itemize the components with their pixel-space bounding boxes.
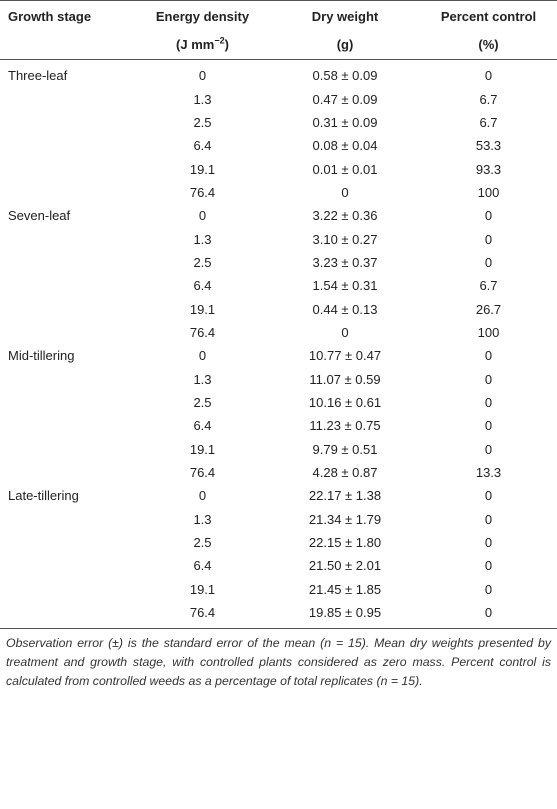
cell-energy-density: 19.1 xyxy=(189,581,216,597)
cell-percent-control: 0 xyxy=(484,488,493,504)
cell-percent-control: 0 xyxy=(484,208,493,224)
header-percent-control-unit: (%) xyxy=(420,29,557,60)
table-row xyxy=(0,344,557,367)
header-growth-stage: Growth stage xyxy=(0,1,135,30)
cell-percent-control: 93.3 xyxy=(475,161,502,177)
cell-percent-control: 0 xyxy=(484,254,493,270)
cell-dry-weight: 10.16 ± 0.61 xyxy=(308,394,382,410)
cell-dry-weight: 21.45 ± 1.85 xyxy=(308,581,382,597)
table-row xyxy=(0,297,557,320)
cell-energy-density: 0 xyxy=(198,488,207,504)
cell-energy-density: 6.4 xyxy=(193,278,212,294)
cell-percent-control: 26.7 xyxy=(475,301,502,317)
cell-percent-control: 53.3 xyxy=(475,138,502,154)
table-row xyxy=(0,414,557,437)
cell-growth-stage xyxy=(0,274,135,297)
cell-percent-control: 0 xyxy=(484,394,493,410)
cell-growth-stage xyxy=(0,531,135,554)
cell-growth-stage: Mid-tillering xyxy=(8,348,75,364)
cell-growth-stage xyxy=(0,414,135,437)
cell-percent-control: 0 xyxy=(484,231,493,247)
table-row xyxy=(0,181,557,204)
cell-energy-density: 2.5 xyxy=(193,394,212,410)
cell-percent-control: 13.3 xyxy=(475,465,502,481)
energy-unit-base: (J mm xyxy=(176,36,215,52)
cell-percent-control: 0 xyxy=(484,418,493,434)
cell-dry-weight: 11.23 ± 0.75 xyxy=(309,418,381,434)
cell-energy-density: 6.4 xyxy=(193,138,212,154)
header-energy-density: Energy density xyxy=(135,1,270,30)
cell-energy-density: 1.3 xyxy=(193,91,212,107)
cell-energy-density: 6.4 xyxy=(193,558,212,574)
table-row xyxy=(0,251,557,274)
cell-growth-stage xyxy=(0,391,135,414)
cell-dry-weight: 0 xyxy=(341,324,349,340)
table-row xyxy=(0,484,557,507)
cell-percent-control: 0 xyxy=(484,348,493,364)
table-row xyxy=(0,134,557,157)
table-row xyxy=(0,554,557,577)
header-dry-weight-unit: (g) xyxy=(270,29,420,60)
table-row xyxy=(0,87,557,110)
table-row xyxy=(0,204,557,227)
table-row xyxy=(0,531,557,554)
table-footnote: Observation error (±) is the standard error of the mean (n = 15). Mean dry weights presented by treatment and growth stage, with controlled plants considered as zero mass. Percent control is calculated from controlled weeds as a percentage of total replicates (n = 15). xyxy=(6,636,551,689)
cell-growth-stage xyxy=(0,111,135,134)
cell-growth-stage: Seven-leaf xyxy=(8,208,71,224)
header-dry-weight: Dry weight xyxy=(270,1,420,30)
cell-growth-stage: Three-leaf xyxy=(8,68,68,84)
cell-dry-weight: 21.50 ± 2.01 xyxy=(308,558,382,574)
cell-dry-weight: 3.10 ± 0.27 xyxy=(312,231,378,247)
cell-percent-control: 100 xyxy=(477,324,500,340)
cell-growth-stage xyxy=(0,227,135,250)
table-row xyxy=(0,578,557,601)
cell-energy-density: 0 xyxy=(198,348,207,364)
cell-growth-stage xyxy=(0,578,135,601)
cell-percent-control: 100 xyxy=(477,184,500,200)
cell-energy-density: 6.4 xyxy=(193,418,212,434)
cell-growth-stage xyxy=(0,508,135,531)
cell-dry-weight: 0.47 ± 0.09 xyxy=(312,91,378,107)
cell-growth-stage xyxy=(0,134,135,157)
cell-energy-density: 1.3 xyxy=(193,371,212,387)
cell-energy-density: 0 xyxy=(198,208,207,224)
cell-dry-weight: 0.08 ± 0.04 xyxy=(312,138,378,154)
cell-growth-stage xyxy=(0,181,135,204)
table-body xyxy=(0,60,557,629)
energy-unit-close: ) xyxy=(224,36,229,52)
cell-percent-control: 6.7 xyxy=(479,91,498,107)
cell-energy-density: 1.3 xyxy=(193,511,212,527)
cell-dry-weight: 4.28 ± 0.87 xyxy=(312,465,378,481)
header-energy-density-unit xyxy=(135,29,270,60)
cell-dry-weight: 0.58 ± 0.09 xyxy=(312,68,378,84)
cell-growth-stage xyxy=(0,554,135,577)
cell-energy-density: 76.4 xyxy=(189,465,216,481)
cell-percent-control: 0 xyxy=(484,511,493,527)
cell-energy-density: 2.5 xyxy=(193,535,212,551)
table-row xyxy=(0,367,557,390)
cell-dry-weight: 3.22 ± 0.36 xyxy=(312,208,378,224)
cell-energy-density: 2.5 xyxy=(193,114,212,130)
cell-percent-control: 0 xyxy=(484,68,493,84)
table-row xyxy=(0,111,557,134)
cell-growth-stage xyxy=(0,601,135,629)
cell-energy-density: 19.1 xyxy=(189,441,216,457)
cell-growth-stage xyxy=(0,251,135,274)
cell-percent-control: 0 xyxy=(420,601,557,629)
cell-percent-control: 0 xyxy=(484,535,493,551)
header-growth-stage-unit xyxy=(0,29,135,60)
table-row xyxy=(0,461,557,484)
cell-growth-stage: Late-tillering xyxy=(8,488,79,504)
cell-percent-control: 6.7 xyxy=(479,278,498,294)
table-row xyxy=(0,508,557,531)
cell-dry-weight: 10.77 ± 0.47 xyxy=(308,348,382,364)
table-row xyxy=(0,321,557,344)
cell-dry-weight: 22.15 ± 1.80 xyxy=(308,535,382,551)
cell-energy-density: 0 xyxy=(198,68,207,84)
table-row xyxy=(0,227,557,250)
table-row xyxy=(0,438,557,461)
energy-unit-exponent: −2 xyxy=(214,35,225,46)
cell-dry-weight: 22.17 ± 1.38 xyxy=(308,488,382,504)
cell-energy-density: 1.3 xyxy=(193,231,212,247)
table-row xyxy=(0,60,557,88)
header-percent-control: Percent control xyxy=(420,1,557,30)
cell-dry-weight: 1.54 ± 0.31 xyxy=(312,278,378,294)
cell-growth-stage xyxy=(0,87,135,110)
cell-growth-stage xyxy=(0,297,135,320)
cell-percent-control: 0 xyxy=(484,581,493,597)
cell-dry-weight: 3.23 ± 0.37 xyxy=(312,254,378,270)
cell-percent-control: 0 xyxy=(484,441,493,457)
cell-growth-stage xyxy=(0,321,135,344)
table-row xyxy=(0,157,557,180)
cell-energy-density: 76.4 xyxy=(189,324,216,340)
table-row xyxy=(0,274,557,297)
cell-energy-density: 2.5 xyxy=(193,254,212,270)
cell-dry-weight: 9.79 ± 0.51 xyxy=(312,441,378,457)
cell-dry-weight: 0.01 ± 0.01 xyxy=(312,161,378,177)
table-row xyxy=(0,601,557,629)
cell-dry-weight: 21.34 ± 1.79 xyxy=(308,511,382,527)
cell-energy-density: 19.1 xyxy=(189,161,216,177)
cell-dry-weight: 19.85 ± 0.95 xyxy=(270,601,420,629)
cell-growth-stage xyxy=(0,461,135,484)
table-header xyxy=(0,1,557,60)
cell-growth-stage xyxy=(0,438,135,461)
cell-energy-density: 19.1 xyxy=(189,301,216,317)
cell-dry-weight: 0 xyxy=(341,184,349,200)
table-row xyxy=(0,391,557,414)
cell-growth-stage xyxy=(0,157,135,180)
cell-dry-weight: 11.07 ± 0.59 xyxy=(309,371,381,387)
cell-dry-weight: 0.31 ± 0.09 xyxy=(312,114,378,130)
cell-dry-weight: 0.44 ± 0.13 xyxy=(312,301,378,317)
cell-energy-density: 76.4 xyxy=(189,184,216,200)
cell-percent-control: 6.7 xyxy=(479,114,498,130)
cell-growth-stage xyxy=(0,367,135,390)
cell-percent-control: 0 xyxy=(484,558,493,574)
cell-percent-control: 0 xyxy=(484,371,493,387)
cell-energy-density: 76.4 xyxy=(135,601,270,629)
